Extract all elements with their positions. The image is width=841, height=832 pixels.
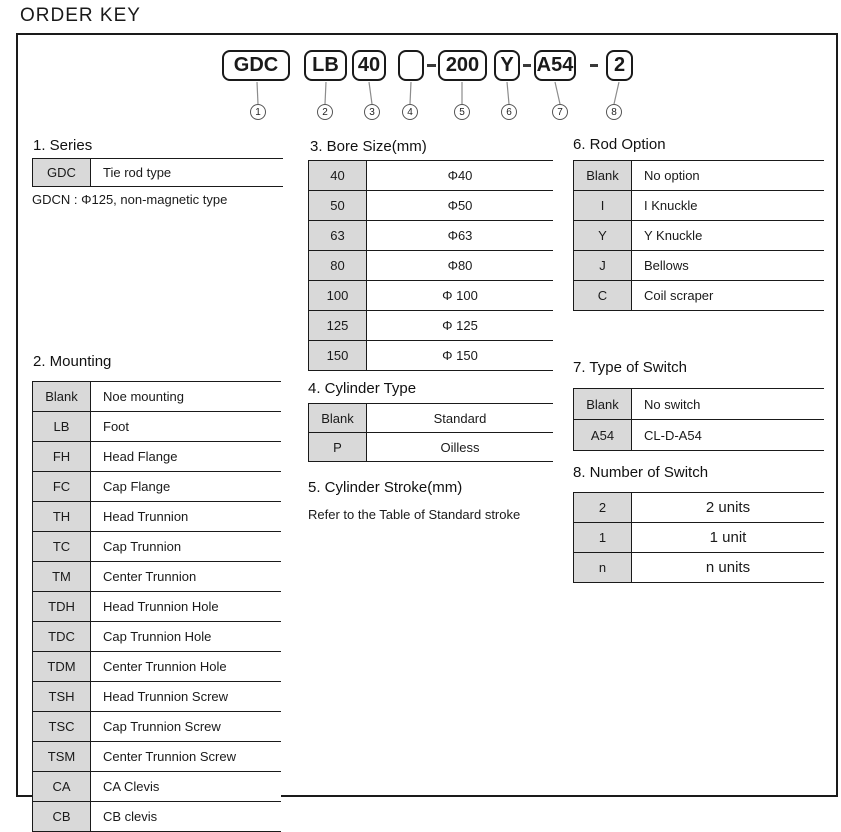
- table-row: [33, 682, 282, 712]
- table-row: [574, 420, 825, 451]
- code-cell: A54: [574, 420, 632, 451]
- section-heading-switch-type: 7. Type of Switch: [573, 359, 687, 376]
- table-row: [309, 191, 554, 221]
- marker-circle-4: 4: [402, 104, 418, 120]
- description-cell: Bellows: [632, 251, 825, 281]
- code-segment-switch-number: 2: [606, 50, 633, 81]
- code-cell: TM: [33, 562, 91, 592]
- code-cell: FC: [33, 472, 91, 502]
- description-cell: Cap Flange: [91, 472, 282, 502]
- code-cell: 1: [574, 523, 632, 553]
- mounting-table: [32, 381, 281, 832]
- description-cell: Center Trunnion Screw: [91, 742, 282, 772]
- code-cell: TH: [33, 502, 91, 532]
- code-cell: 2: [574, 493, 632, 523]
- code-segment-series: GDC: [222, 50, 290, 81]
- table-row: [33, 502, 282, 532]
- table-row: [33, 159, 284, 187]
- code-segment-switch-type: A54: [534, 50, 576, 81]
- code-cell: 100: [309, 281, 367, 311]
- code-cell: FH: [33, 442, 91, 472]
- code-hyphen: [523, 64, 531, 67]
- code-cell: TDM: [33, 652, 91, 682]
- description-cell: CB clevis: [91, 802, 282, 832]
- switch-number-table: [573, 492, 824, 583]
- table-row: [309, 161, 554, 191]
- code-hyphen: [427, 64, 436, 67]
- code-cell: C: [574, 281, 632, 311]
- description-cell: Cap Trunnion Hole: [91, 622, 282, 652]
- description-cell: Oilless: [367, 433, 554, 462]
- code-cell: TSC: [33, 712, 91, 742]
- table-row: [309, 251, 554, 281]
- description-cell: CA Clevis: [91, 772, 282, 802]
- code-cell: TC: [33, 532, 91, 562]
- marker-circle-3: 3: [364, 104, 380, 120]
- description-cell: Head Trunnion Hole: [91, 592, 282, 622]
- table-row: [33, 772, 282, 802]
- description-cell: Noe mounting: [91, 382, 282, 412]
- code-cell: 63: [309, 221, 367, 251]
- table-row: [33, 742, 282, 772]
- table-row: [33, 652, 282, 682]
- rod-option-table: [573, 160, 824, 311]
- table-row: [33, 802, 282, 832]
- description-cell: Φ40: [367, 161, 554, 191]
- bore-table: [308, 160, 553, 371]
- section-heading-bore: 3. Bore Size(mm): [310, 138, 427, 155]
- code-cell: CB: [33, 802, 91, 832]
- code-cell: 40: [309, 161, 367, 191]
- code-segment-rod-option: Y: [494, 50, 520, 81]
- description-cell: Cap Trunnion Screw: [91, 712, 282, 742]
- series-note: GDCN : Φ125, non-magnetic type: [32, 192, 228, 207]
- table-row: [309, 311, 554, 341]
- code-cell: P: [309, 433, 367, 462]
- table-row: [574, 281, 825, 311]
- description-cell: 1 unit: [632, 523, 825, 553]
- table-row: [574, 161, 825, 191]
- switch-type-table: [573, 388, 824, 451]
- table-row: [33, 412, 282, 442]
- table-row: [33, 472, 282, 502]
- description-cell: Φ63: [367, 221, 554, 251]
- description-cell: Head Flange: [91, 442, 282, 472]
- description-cell: I Knuckle: [632, 191, 825, 221]
- table-row: [33, 532, 282, 562]
- description-cell: n units: [632, 553, 825, 583]
- series-table: [32, 158, 283, 187]
- section-heading-rod-option: 6. Rod Option: [573, 136, 666, 153]
- section-heading-switch-number: 8. Number of Switch: [573, 464, 709, 481]
- code-cell: Blank: [574, 161, 632, 191]
- description-cell: No option: [632, 161, 825, 191]
- table-row: [574, 523, 825, 553]
- code-hyphen: [590, 64, 598, 67]
- description-cell: No switch: [632, 389, 825, 420]
- table-row: [574, 221, 825, 251]
- description-cell: Center Trunnion Hole: [91, 652, 282, 682]
- table-row: [574, 191, 825, 221]
- marker-circle-5: 5: [454, 104, 470, 120]
- code-cell: J: [574, 251, 632, 281]
- section-heading-series: 1. Series: [33, 137, 93, 154]
- table-row: [309, 433, 554, 462]
- section-heading-cylinder-type: 4. Cylinder Type: [308, 380, 417, 397]
- description-cell: Φ 125: [367, 311, 554, 341]
- description-cell: Foot: [91, 412, 282, 442]
- table-row: [33, 382, 282, 412]
- description-cell: Φ 100: [367, 281, 554, 311]
- table-row: [309, 281, 554, 311]
- table-row: [574, 251, 825, 281]
- section-heading-cylinder-stroke: 5. Cylinder Stroke(mm): [308, 479, 463, 496]
- marker-circle-2: 2: [317, 104, 333, 120]
- description-cell: Tie rod type: [91, 159, 284, 187]
- table-row: [574, 553, 825, 583]
- code-cell: TDH: [33, 592, 91, 622]
- description-cell: 2 units: [632, 493, 825, 523]
- table-row: [309, 221, 554, 251]
- table-row: [574, 389, 825, 420]
- code-segment-cylinder-type: [398, 50, 424, 81]
- table-row: [309, 404, 554, 433]
- table-row: [33, 622, 282, 652]
- page-title: ORDER KEY: [20, 5, 141, 26]
- description-cell: Center Trunnion: [91, 562, 282, 592]
- code-cell: 125: [309, 311, 367, 341]
- description-cell: Φ50: [367, 191, 554, 221]
- marker-circle-1: 1: [250, 104, 266, 120]
- code-cell: n: [574, 553, 632, 583]
- code-segment-bore: 40: [352, 50, 386, 81]
- code-segment-stroke: 200: [438, 50, 487, 81]
- code-cell: 80: [309, 251, 367, 281]
- code-cell: 50: [309, 191, 367, 221]
- table-row: [309, 341, 554, 371]
- description-cell: Head Trunnion: [91, 502, 282, 532]
- cylinder-type-table: [308, 403, 553, 462]
- table-row: [33, 712, 282, 742]
- description-cell: Cap Trunnion: [91, 532, 282, 562]
- code-cell: Blank: [574, 389, 632, 420]
- code-cell: Y: [574, 221, 632, 251]
- table-row: [33, 562, 282, 592]
- code-cell: CA: [33, 772, 91, 802]
- marker-circle-6: 6: [501, 104, 517, 120]
- code-cell: TDC: [33, 622, 91, 652]
- table-row: [574, 493, 825, 523]
- table-row: [33, 592, 282, 622]
- table-row: [33, 442, 282, 472]
- code-cell: TSM: [33, 742, 91, 772]
- code-cell: TSH: [33, 682, 91, 712]
- description-cell: Coil scraper: [632, 281, 825, 311]
- cylinder-stroke-note: Refer to the Table of Standard stroke: [308, 507, 521, 522]
- code-cell: Blank: [33, 382, 91, 412]
- description-cell: CL-D-A54: [632, 420, 825, 451]
- code-cell: 150: [309, 341, 367, 371]
- description-cell: Y Knuckle: [632, 221, 825, 251]
- description-cell: Head Trunnion Screw: [91, 682, 282, 712]
- code-segment-mounting: LB: [304, 50, 347, 81]
- description-cell: Standard: [367, 404, 554, 433]
- code-cell: LB: [33, 412, 91, 442]
- description-cell: Φ80: [367, 251, 554, 281]
- code-cell: I: [574, 191, 632, 221]
- marker-circle-8: 8: [606, 104, 622, 120]
- code-cell: GDC: [33, 159, 91, 187]
- description-cell: Φ 150: [367, 341, 554, 371]
- section-heading-mounting: 2. Mounting: [33, 353, 112, 370]
- marker-circle-7: 7: [552, 104, 568, 120]
- code-cell: Blank: [309, 404, 367, 433]
